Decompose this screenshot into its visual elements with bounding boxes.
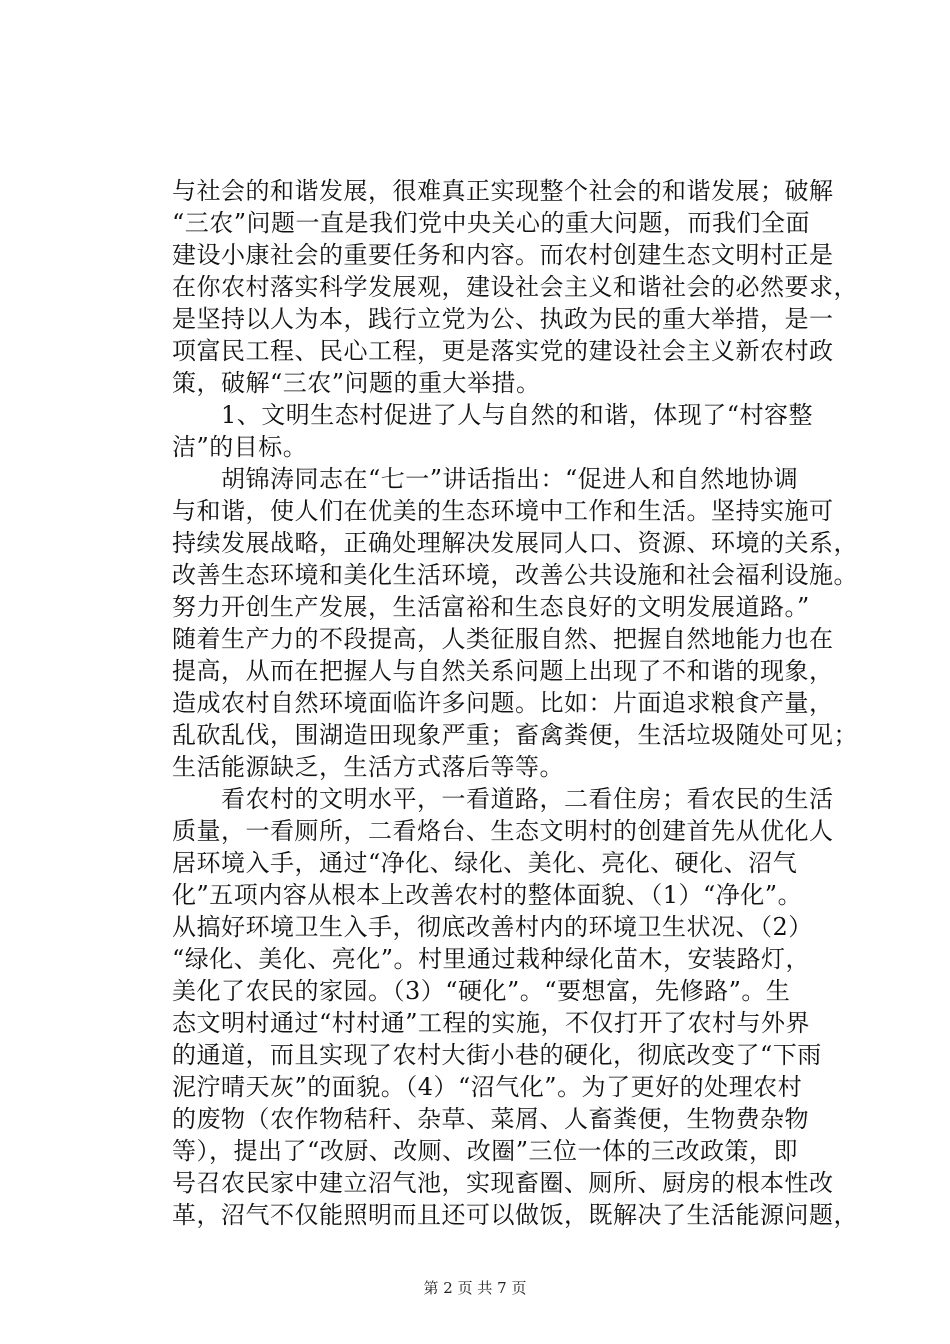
text-line: 策，破解“三农”问题的重大举措。 — [172, 369, 541, 397]
text-line: 努力开创生产发展，生活富裕和生态良好的文明发展道路。” — [172, 593, 810, 621]
text-line: 从搞好环境卫生入手，彻底改善村内的环境卫生状况、（2） — [172, 913, 813, 941]
text-line: “绿化、美化、亮化”。村里通过栽种绿化苗木，安装路灯， — [172, 945, 811, 973]
text-line: 项富民工程、民心工程，更是落实党的建设社会主义新农村政 — [172, 337, 834, 365]
text-line: 1、文明生态村促进了人与自然的和谐，体现了“村容整 — [172, 401, 814, 429]
text-line: 质量，一看厕所，二看烙台、生态文明村的创建首先从优化人 — [172, 817, 834, 845]
page-footer: 第 2 页 共 7 页 — [423, 1279, 527, 1297]
body-text — [172, 175, 858, 1231]
text-line: 在你农村落实科学发展观，建设社会主义和谐社会的必然要求， — [172, 273, 858, 301]
text-line: 随着生产力的不段提高，人类征服自然、把握自然地能力也在 — [172, 625, 834, 653]
text-line: 号召农民家中建立沼气池，实现畜圈、厕所、厨房的根本性改 — [172, 1169, 834, 1197]
text-line: 等），提出了“改厨、改厕、改圈”三位一体的三改政策，即 — [172, 1137, 799, 1165]
text-line: 持续发展战略，正确处理解决发展同人口、资源、环境的关系， — [172, 529, 858, 557]
text-line: 与社会的和谐发展，很难真正实现整个社会的和谐发展；破解 — [172, 177, 834, 205]
text-line: 的通道，而且实现了农村大街小巷的硬化，彻底改变了“下雨 — [172, 1041, 822, 1069]
text-line: 看农村的文明水平，一看道路，二看住房；看农民的生活 — [172, 785, 834, 813]
text-line: 乱砍乱伐，围湖造田现象严重；畜禽粪便，生活垃圾随处可见； — [172, 721, 858, 749]
text-line: 居环境入手，通过“净化、绿化、美化、亮化、硬化、沼气 — [172, 849, 798, 877]
text-line: 洁”的目标。 — [172, 433, 308, 461]
text-line: 美化了农民的家园。（3）“硬化”。“要想富，先修路”。生 — [172, 977, 791, 1005]
text-line: 提高，从而在把握人与自然关系问题上出现了不和谐的现象， — [172, 657, 834, 685]
text-line: 建设小康社会的重要任务和内容。而农村创建生态文明村正是 — [172, 241, 834, 269]
text-line: 胡锦涛同志在“七一”讲话指出：“促进人和自然地协调 — [172, 465, 799, 493]
text-line: “三农”问题一直是我们党中央关心的重大问题，而我们全面 — [172, 209, 811, 237]
text-line: 造成农村自然环境面临许多问题。比如：片面追求粮食产量， — [172, 689, 834, 717]
text-line: 是坚持以人为本，践行立党为公、执政为民的重大举措，是一 — [172, 305, 834, 333]
text-line: 革，沼气不仅能照明而且还可以做饭，既解决了生活能源问题， — [172, 1201, 858, 1229]
text-line: 态文明村通过“村村通”工程的实施，不仅打开了农村与外界 — [172, 1009, 811, 1037]
text-line: 化”五项内容从根本上改善农村的整体面貌、（1）“净化”。 — [172, 881, 803, 909]
text-line: 泥泞晴天灰”的面貌。（4）“沼气化”。为了更好的处理农村 — [172, 1073, 803, 1101]
text-line: 的废物（农作物秸秆、杂草、菜屑、人畜粪便，生物费杂物 — [172, 1105, 809, 1133]
text-line: 改善生态环境和美化生活环境，改善公共设施和社会福利设施。 — [172, 561, 858, 589]
text-line: 与和谐，使人们在优美的生态环境中工作和生活。坚持实施可 — [172, 497, 834, 525]
text-line: 生活能源缺乏，生活方式落后等等。 — [172, 753, 564, 781]
